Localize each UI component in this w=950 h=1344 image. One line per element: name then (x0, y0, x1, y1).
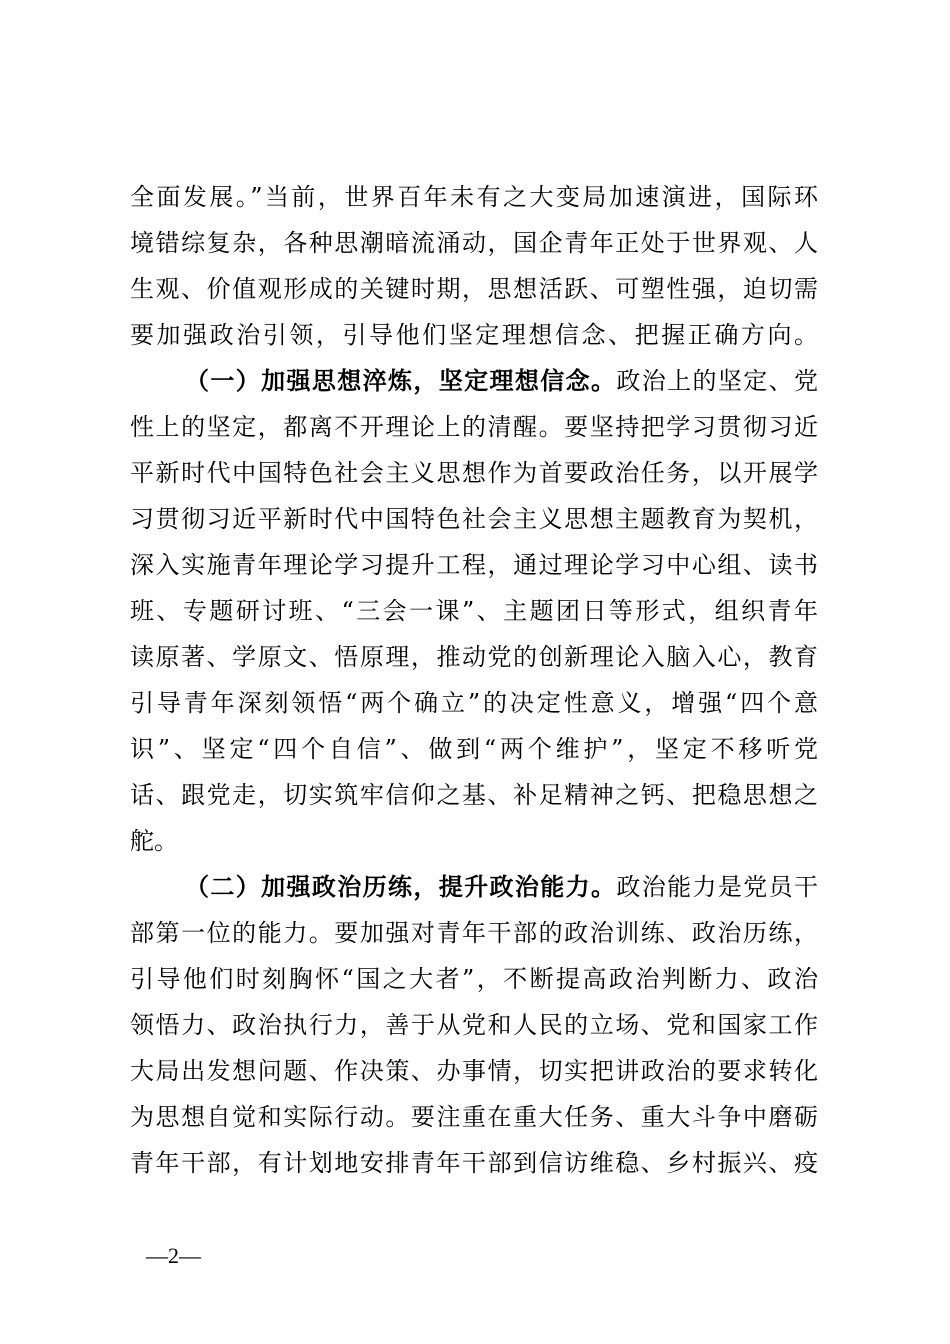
paragraph-end-line: 舵。 (130, 827, 178, 855)
text-line: 生观、价值观形成的关键时期，思想活跃、可塑性强，迫切需 (130, 275, 818, 303)
text-line: 要加强政治引领，引导他们坚定理想信念、把握正确方向。 (130, 321, 818, 349)
text-line: 读原著、学原文、悟原理，推动党的创新理论入脑入心，教育 (130, 643, 818, 671)
paragraph-start-line (130, 864, 818, 910)
text-line: 引导青年深刻领悟“两个确立”的决定性意义，增强“四个意 (130, 689, 818, 717)
text-line: 境错综复杂，各种思潮暗流涌动，国企青年正处于世界观、人 (130, 229, 818, 257)
body-text (130, 174, 818, 1186)
text-line: 话、跟党走，切实筑牢信仰之基、补足精神之钙、把稳思想之 (130, 781, 818, 809)
text-line: 为思想自觉和实际行动。要注重在重大任务、重大斗争中磨砺 (130, 1103, 818, 1131)
text-line: 识”、坚定“四个自信”、做到“两个维护”，坚定不移听党 (130, 735, 818, 763)
text-line: 引导他们时刻胸怀“国之大者”，不断提高政治判断力、政治 (130, 965, 818, 993)
text-line: 平新时代中国特色社会主义思想作为首要政治任务，以开展学 (130, 459, 818, 487)
text-line: 深入实施青年理论学习提升工程，通过理论学习中心组、读书 (130, 551, 818, 579)
section-heading: （一）加强思想淬炼，坚定理想信念。 (185, 366, 617, 395)
paragraph-start-line (130, 358, 818, 404)
text-line: 大局出发想问题、作决策、办事情，切实把讲政治的要求转化 (130, 1057, 818, 1085)
text-line: 青年干部，有计划地安排青年干部到信访维稳、乡村振兴、疫 (130, 1149, 818, 1177)
text-line: 领悟力、政治执行力，善于从党和人民的立场、党和国家工作 (130, 1011, 818, 1039)
text-line: 习贯彻习近平新时代中国特色社会主义思想主题教育为契机， (130, 505, 818, 533)
text-line: 班、专题研讨班、“三会一课”、主题团日等形式，组织青年 (130, 597, 818, 625)
text-run: 政治能力是党员干 (616, 873, 818, 901)
text-line: 部第一位的能力。要加强对青年干部的政治训练、政治历练， (130, 919, 818, 947)
text-run: 政治上的坚定、党 (616, 367, 818, 395)
text-line: 性上的坚定，都离不开理论上的清醒。要坚持把学习贯彻习近 (130, 413, 818, 441)
section-heading: （二）加强政治历练，提升政治能力。 (185, 872, 617, 901)
page-number: —2— (146, 1243, 201, 1268)
text-line: 全面发展。”当前，世界百年未有之大变局加速演进，国际环 (130, 183, 818, 211)
